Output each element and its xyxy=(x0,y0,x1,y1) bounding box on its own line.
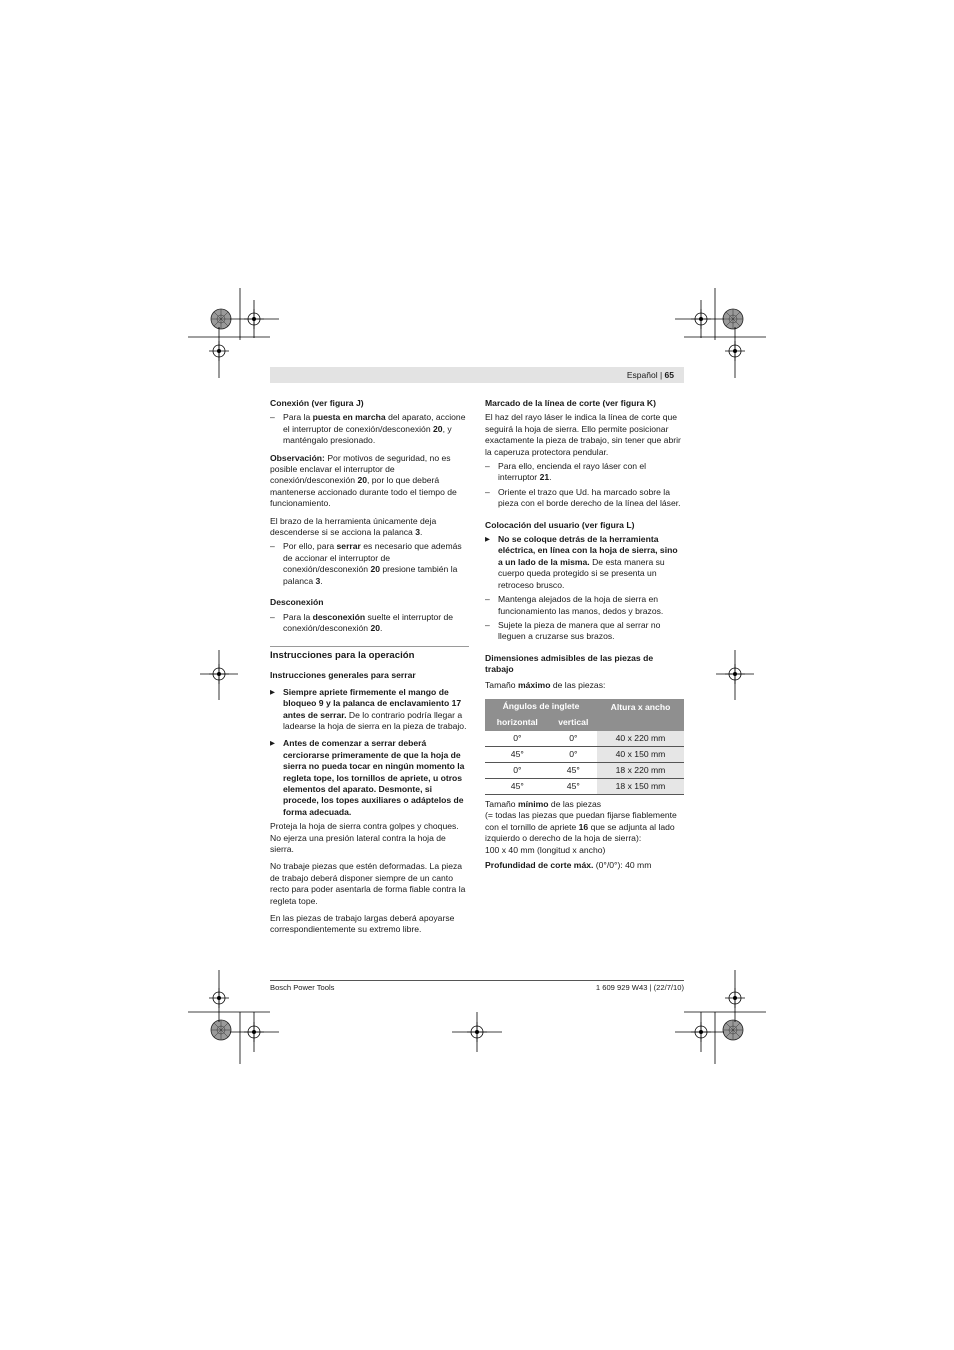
header-text xyxy=(627,367,674,383)
footer-left: Bosch Power Tools xyxy=(270,983,335,992)
footer-right: 1 609 929 W43 | (22/7/10) xyxy=(595,983,684,992)
table-row: 0° 45° 18 x 220 mm xyxy=(485,762,684,778)
profundidad-line: Profundidad de corte máx. (0°/0°): 40 mm xyxy=(485,859,652,870)
marcado-heading: Marcado de la línea de corte (ver figura K) xyxy=(485,398,656,408)
colocacion-item-2: – Sujete la pieza de manera que al serrar no lleguen a cruzarse sus brazos. xyxy=(485,620,684,643)
largas-paragraph: En las piezas de trabajo largas deberá apoyarse correspondientemente su extremo libre. xyxy=(270,913,455,935)
conexion-heading: Conexión (ver figura J) xyxy=(270,398,364,408)
left-column xyxy=(270,398,469,942)
colocacion-item-1: – Mantenga alejados de la hoja de sierra en funcionamiento las manos, dedos y brazos. xyxy=(485,594,684,617)
header-angles: Ángulos de inglete xyxy=(485,699,597,715)
table-row: 45° 0° 40 x 150 mm xyxy=(485,746,684,762)
min-size-label: Tamaño mínimo de las piezas xyxy=(485,798,602,809)
conexion-item: – Para la puesta en marcha del aparato, accione el interruptor de conexión/desconexión 20, y manténgalo presionado. xyxy=(270,412,469,446)
proteja-paragraph: Proteja la hoja de sierra contra golpes y choques. No ejerza una presión lateral contra la hoja de sierra. xyxy=(270,821,459,854)
right-column xyxy=(485,398,684,877)
notrabaje-paragraph: No trabaje piezas que estén deformadas. La pieza de trabajo deberá disponer siempre de un canto recto para poder asentarla de forma fiable contra la regleta tope. xyxy=(270,861,466,906)
colocacion-heading: Colocación del usuario (ver figura L) xyxy=(485,519,635,530)
desconexion-item: – Para la desconexión suelte el interruptor de conexión/desconexión 20. xyxy=(270,612,469,635)
table-row: 0° 0° 40 x 220 mm xyxy=(485,731,684,747)
header-language: Español xyxy=(626,370,658,380)
section-title: Instrucciones para la operación xyxy=(270,646,469,662)
min-size-note: (= todas las piezas que puedan fijarse fiablemente con el tornillo de apriete 16 que se adjunta al lado izquierdo o derecho de la hoja de sierra): xyxy=(485,810,677,844)
header-vertical: vertical xyxy=(550,715,597,731)
observacion-paragraph: Observación: Por motivos de seguridad, no es posible enclavar el interruptor de conexión/desconexión 20, por lo que deberá mantenerse accionado durante todo el tiempo de funcionamiento. xyxy=(270,452,457,509)
page-number: 65 xyxy=(664,370,674,380)
brazo-paragraph: El brazo de la herramienta únicamente deja descenderse si se acciona la palanca 3. xyxy=(270,515,437,538)
header-size: Altura x ancho xyxy=(597,699,684,731)
desconexion-heading: Desconexión xyxy=(270,597,324,608)
min-size-value: 100 x 40 mm (longitud x ancho) xyxy=(485,844,606,855)
marcado-item-2: – Oriente el trazo que Ud. ha marcado sobre la pieza con el borde derecho de la línea del láser. xyxy=(485,487,684,510)
brazo-item: – Por ello, para serrar es necesario que además de accionar el interruptor de conexión/desconexión 20 presione también la palanca 3. xyxy=(270,541,469,587)
colocacion-warning: ▶ No se coloque detrás de la herramienta eléctrica, en línea con la hoja de sierra, sino a un lado de la misma. De esta manera su cuerpo queda protegido si se presenta un retroceso brusco. xyxy=(485,534,684,591)
marcado-paragraph: El haz del rayo láser le indica la línea de corte que seguirá la hoja de sierra. Ello permite posicionar exactamente la pieza de trabajo, sin tener que abrir la caperuza protectora pendular. xyxy=(485,412,681,457)
page-footer xyxy=(270,980,684,994)
table-row: 45° 45° 18 x 150 mm xyxy=(485,778,684,794)
header-separator: | xyxy=(657,370,665,380)
header-horizontal: horizontal xyxy=(485,715,550,731)
dimensiones-heading: Dimensiones admisibles de las piezas de trabajo xyxy=(485,652,654,675)
generales-heading: Instrucciones generales para serrar xyxy=(270,670,416,681)
warning-item-2: ▶ Antes de comenzar a serrar deberá cerciorarse primeramente de que la hoja de sierra no pueda tocar en ningún momento la regleta tope, los tornillos de apriete, u otros elementos del aparato. Desmonte, si procede, los topes auxiliares o adáptelos de forma adecuada. xyxy=(270,738,469,818)
warning-item-1: ▶ Siempre apriete firmemente el mango de bloqueo 9 y la palanca de enclavamiento 17 antes de serrar. De lo contrario podría llegar a ladearse la hoja de sierra en la pieza de trabajo. xyxy=(270,687,469,733)
page-header xyxy=(270,367,684,383)
marcado-item-1: – Para ello, encienda el rayo láser con el interruptor 21. xyxy=(485,461,684,484)
dimensions-table xyxy=(485,699,684,795)
max-size-label: Tamaño máximo de las piezas: xyxy=(485,679,606,690)
